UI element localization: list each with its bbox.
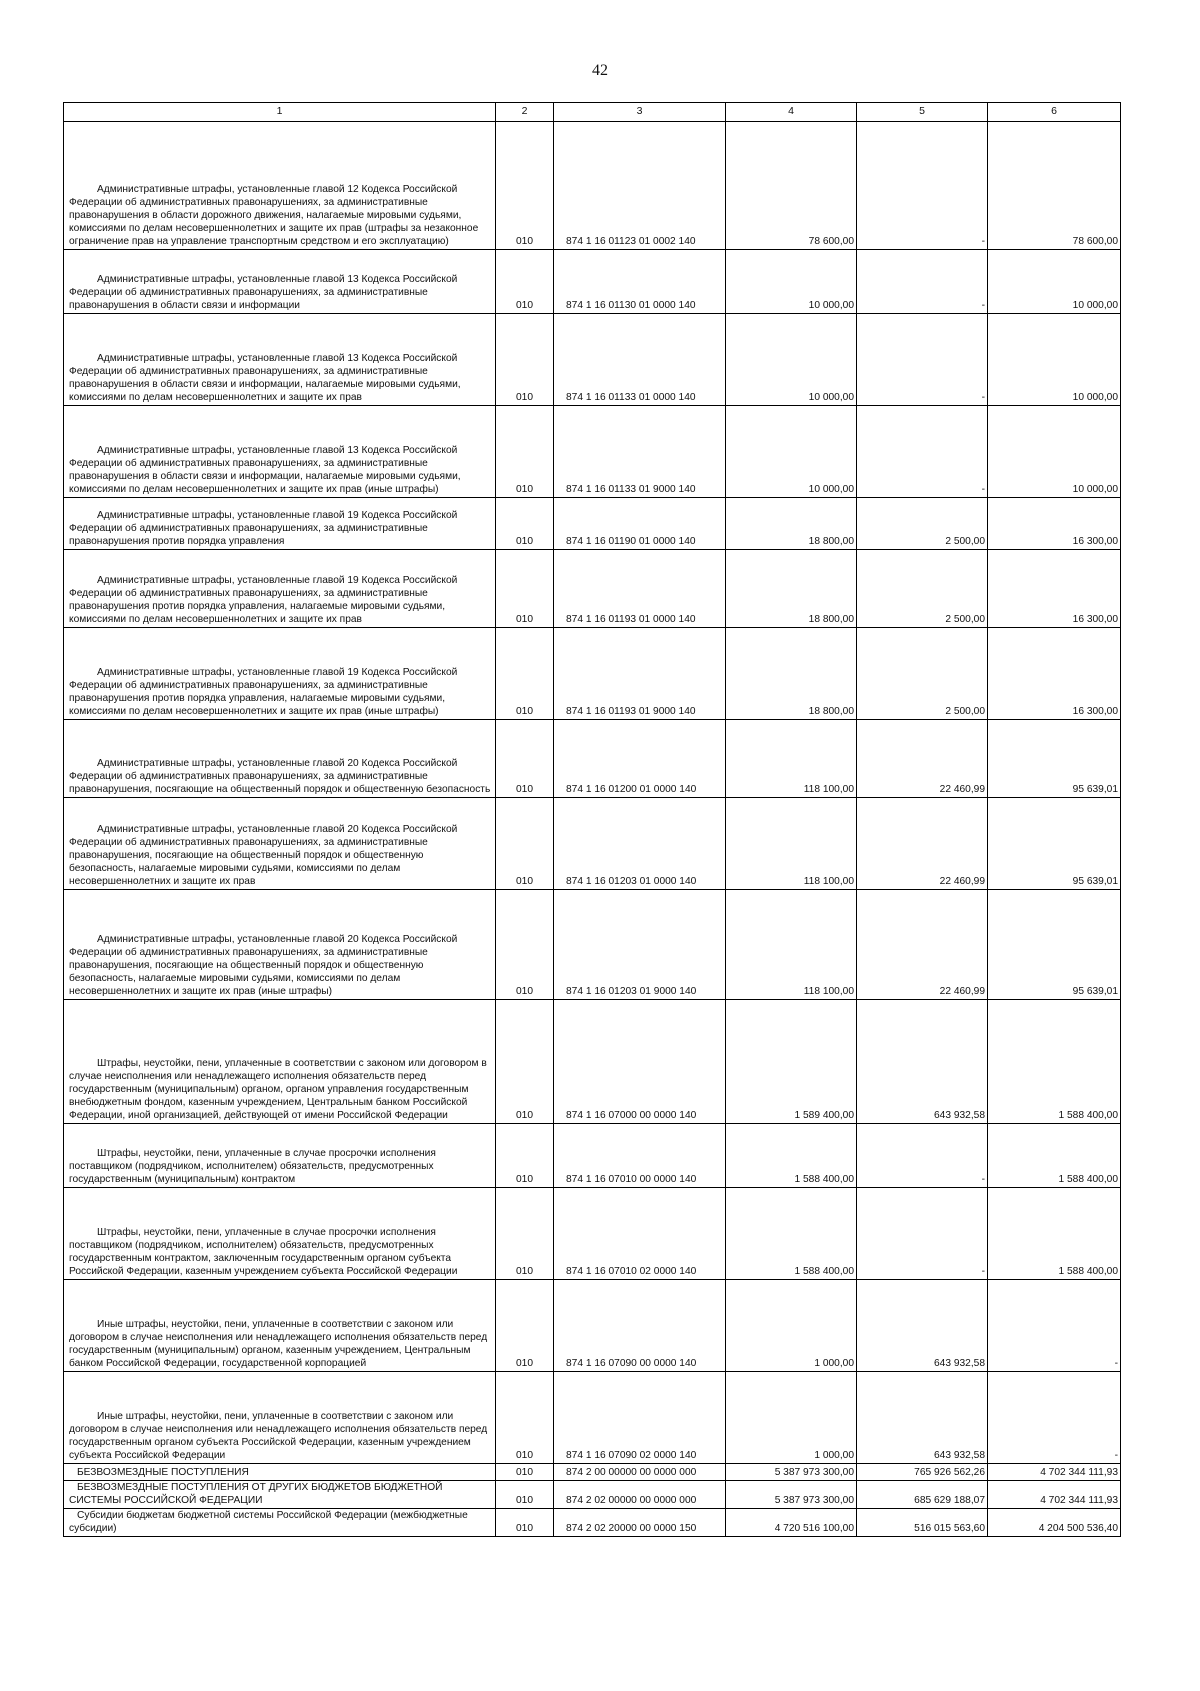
- row-description-text: Штрафы, неустойки, пени, уплаченные в соответствии с законом или договором в случае неисполнения или ненадлежащего исполнения обязательств перед государственным (муниципальным) органом, органом управления государственным внебюджетным фондом, казенным учреждением, Центральным банком Российской Федерации, иной организацией, действующей от имени Российской Федерации: [69, 1058, 487, 1121]
- row-description-text: Штрафы, неустойки, пени, уплаченные в случае просрочки исполнения поставщиком (подрядчиком, исполнителем) обязательств, предусмотренных государственным контрактом, заключенным государственным органом субъекта Российской Федерации, казенным учреждением субъекта Российской Федерации: [69, 1227, 458, 1277]
- table-row: [64, 890, 1121, 1000]
- column-header: 2: [496, 103, 554, 122]
- row-unexecuted-amount: 95 639,01: [988, 890, 1121, 1000]
- row-budget-code: 874 1 16 07000 00 0000 140: [554, 1000, 726, 1124]
- row-section-code: 010: [496, 250, 554, 314]
- row-description-text: Административные штрафы, установленные главой 19 Кодекса Российской Федерации об административных правонарушениях, за административные правонарушения против порядка управления: [69, 510, 458, 547]
- row-approved-amount: 118 100,00: [726, 720, 857, 798]
- column-header: 1: [64, 103, 496, 122]
- row-section-code: 010: [496, 550, 554, 628]
- row-description: [64, 890, 496, 1000]
- row-approved-amount: 1 000,00: [726, 1372, 857, 1464]
- row-executed-amount: -: [857, 406, 988, 498]
- row-unexecuted-amount: 10 000,00: [988, 314, 1121, 406]
- table-row: [64, 314, 1121, 406]
- row-section-code: 010: [496, 314, 554, 406]
- row-budget-code: 874 1 16 01130 01 0000 140: [554, 250, 726, 314]
- table-row: [64, 1481, 1121, 1509]
- row-unexecuted-amount: 16 300,00: [988, 628, 1121, 720]
- row-approved-amount: 5 387 973 300,00: [726, 1464, 857, 1481]
- row-section-code: 010: [496, 1124, 554, 1188]
- row-budget-code: 874 1 16 01203 01 0000 140: [554, 798, 726, 890]
- row-executed-amount: 643 932,58: [857, 1000, 988, 1124]
- row-unexecuted-amount: 95 639,01: [988, 720, 1121, 798]
- row-description-text: БЕЗВОЗМЕЗДНЫЕ ПОСТУПЛЕНИЯ ОТ ДРУГИХ БЮДЖЕТОВ БЮДЖЕТНОЙ СИСТЕМЫ РОССИЙСКОЙ ФЕДЕРАЦИИ: [69, 1482, 443, 1506]
- table-row: [64, 122, 1121, 250]
- row-budget-code: 874 1 16 07090 00 0000 140: [554, 1280, 726, 1372]
- row-executed-amount: 22 460,99: [857, 890, 988, 1000]
- row-executed-amount: -: [857, 314, 988, 406]
- row-executed-amount: 643 932,58: [857, 1372, 988, 1464]
- row-executed-amount: 2 500,00: [857, 628, 988, 720]
- row-approved-amount: 10 000,00: [726, 314, 857, 406]
- row-description: [64, 1188, 496, 1280]
- row-description: [64, 720, 496, 798]
- row-section-code: 010: [496, 1000, 554, 1124]
- row-budget-code: 874 1 16 01200 01 0000 140: [554, 720, 726, 798]
- row-approved-amount: 5 387 973 300,00: [726, 1481, 857, 1509]
- table-body: [64, 103, 1121, 1537]
- table-row: [64, 250, 1121, 314]
- row-section-code: 010: [496, 798, 554, 890]
- table-row: [64, 406, 1121, 498]
- row-budget-code: 874 1 16 01193 01 9000 140: [554, 628, 726, 720]
- row-section-code: 010: [496, 628, 554, 720]
- row-description: [64, 1280, 496, 1372]
- row-section-code: 010: [496, 890, 554, 1000]
- row-description: [64, 250, 496, 314]
- row-description: [64, 798, 496, 890]
- row-unexecuted-amount: 1 588 400,00: [988, 1124, 1121, 1188]
- table-row: [64, 628, 1121, 720]
- row-approved-amount: 118 100,00: [726, 798, 857, 890]
- row-unexecuted-amount: 78 600,00: [988, 122, 1121, 250]
- revenue-table: [63, 102, 1121, 1537]
- row-unexecuted-amount: 16 300,00: [988, 550, 1121, 628]
- row-budget-code: 874 1 16 01123 01 0002 140: [554, 122, 726, 250]
- row-executed-amount: 2 500,00: [857, 498, 988, 550]
- page-number: 42: [592, 62, 608, 79]
- column-header-row: [64, 103, 1121, 122]
- row-description: [64, 1481, 496, 1509]
- row-budget-code: 874 1 16 01203 01 9000 140: [554, 890, 726, 1000]
- row-description-text: Иные штрафы, неустойки, пени, уплаченные в соответствии с законом или договором в случае неисполнения или ненадлежащего исполнения обязательств перед государственным органом субъекта Российской Федерации, казенным учреждением субъекта Российской Федерации: [69, 1411, 488, 1461]
- row-executed-amount: 685 629 188,07: [857, 1481, 988, 1509]
- row-description: [64, 1464, 496, 1481]
- column-header: 4: [726, 103, 857, 122]
- row-executed-amount: -: [857, 1188, 988, 1280]
- row-budget-code: 874 1 16 01193 01 0000 140: [554, 550, 726, 628]
- row-unexecuted-amount: 16 300,00: [988, 498, 1121, 550]
- row-approved-amount: 18 800,00: [726, 550, 857, 628]
- row-budget-code: 874 1 16 01190 01 0000 140: [554, 498, 726, 550]
- row-executed-amount: 22 460,99: [857, 720, 988, 798]
- row-executed-amount: 643 932,58: [857, 1280, 988, 1372]
- row-description-text: БЕЗВОЗМЕЗДНЫЕ ПОСТУПЛЕНИЯ: [77, 1467, 249, 1478]
- row-description: [64, 122, 496, 250]
- table-row: [64, 798, 1121, 890]
- row-section-code: 010: [496, 720, 554, 798]
- row-section-code: 010: [496, 1481, 554, 1509]
- table-row: [64, 550, 1121, 628]
- table-row: [64, 1509, 1121, 1537]
- row-description-text: Административные штрафы, установленные главой 13 Кодекса Российской Федерации об административных правонарушениях, за административные правонарушения в области связи и информации, налагаемые мировыми судьями, комиссиями по делам несовершеннолетних и защите их прав: [69, 353, 461, 403]
- table-row: [64, 720, 1121, 798]
- row-approved-amount: 1 000,00: [726, 1280, 857, 1372]
- row-unexecuted-amount: 10 000,00: [988, 250, 1121, 314]
- row-unexecuted-amount: 4 702 344 111,93: [988, 1464, 1121, 1481]
- row-approved-amount: 4 720 516 100,00: [726, 1509, 857, 1537]
- row-description-text: Штрафы, неустойки, пени, уплаченные в случае просрочки исполнения поставщиком (подрядчиком, исполнителем) обязательств, предусмотренных государственным (муниципальным) контрактом: [69, 1148, 436, 1185]
- row-executed-amount: 22 460,99: [857, 798, 988, 890]
- column-header: 5: [857, 103, 988, 122]
- row-approved-amount: 1 588 400,00: [726, 1124, 857, 1188]
- row-unexecuted-amount: 4 204 500 536,40: [988, 1509, 1121, 1537]
- row-approved-amount: 1 589 400,00: [726, 1000, 857, 1124]
- row-description-text: Административные штрафы, установленные главой 20 Кодекса Российской Федерации об административных правонарушениях, за административные правонарушения, посягающие на общественный порядок и общественную безопасность: [69, 758, 491, 795]
- row-executed-amount: -: [857, 250, 988, 314]
- row-executed-amount: -: [857, 122, 988, 250]
- row-description: [64, 1509, 496, 1537]
- row-description: [64, 1000, 496, 1124]
- row-description-text: Административные штрафы, установленные главой 19 Кодекса Российской Федерации об административных правонарушениях, за административные правонарушения против порядка управления, налагаемые мировыми судьями, комиссиями по делам несовершеннолетних и защите их прав (иные штрафы): [69, 667, 458, 717]
- column-header: 6: [988, 103, 1121, 122]
- row-budget-code: 874 1 16 01133 01 9000 140: [554, 406, 726, 498]
- row-executed-amount: -: [857, 1124, 988, 1188]
- row-description: [64, 550, 496, 628]
- row-executed-amount: 2 500,00: [857, 550, 988, 628]
- row-description-text: Административные штрафы, установленные главой 13 Кодекса Российской Федерации об административных правонарушениях, за административные правонарушения в области связи и информации: [69, 274, 458, 311]
- row-description-text: Административные штрафы, установленные главой 12 Кодекса Российской Федерации об административных правонарушениях, за административные правонарушения в области дорожного движения, налагаемые мировыми судьями, комиссиями по делам несовершеннолетних и защите их прав (штрафы за незаконное ограничение прав на управление транспортным средством и его эксплуатацию): [69, 184, 479, 247]
- row-approved-amount: 1 588 400,00: [726, 1188, 857, 1280]
- table-row: [64, 1188, 1121, 1280]
- row-approved-amount: 18 800,00: [726, 628, 857, 720]
- row-approved-amount: 18 800,00: [726, 498, 857, 550]
- row-unexecuted-amount: -: [988, 1280, 1121, 1372]
- row-section-code: 010: [496, 1464, 554, 1481]
- row-unexecuted-amount: 1 588 400,00: [988, 1000, 1121, 1124]
- row-section-code: 010: [496, 122, 554, 250]
- row-description: [64, 1124, 496, 1188]
- row-description-text: Административные штрафы, установленные главой 20 Кодекса Российской Федерации об административных правонарушениях, за административные правонарушения, посягающие на общественный порядок и общественную безопасность, налагаемые мировыми судьями, комиссиями по делам несовершеннолетних и защите их прав (иные штрафы): [69, 934, 458, 997]
- row-description-text: Субсидии бюджетам бюджетной системы Российской Федерации (межбюджетные субсидии): [69, 1510, 468, 1534]
- table-row: [64, 1372, 1121, 1464]
- row-unexecuted-amount: 4 702 344 111,93: [988, 1481, 1121, 1509]
- row-approved-amount: 118 100,00: [726, 890, 857, 1000]
- table-row: [64, 1464, 1121, 1481]
- row-description-text: Иные штрафы, неустойки, пени, уплаченные в соответствии с законом или договором в случае неисполнения или ненадлежащего исполнения обязательств перед государственным (муниципальным) органом, казенным учреждением, Центральным банком Российской Федерации, государственной корпорацией: [69, 1319, 488, 1369]
- row-section-code: 010: [496, 1509, 554, 1537]
- row-budget-code: 874 1 16 07010 00 0000 140: [554, 1124, 726, 1188]
- row-description-text: Административные штрафы, установленные главой 19 Кодекса Российской Федерации об административных правонарушениях, за административные правонарушения против порядка управления, налагаемые мировыми судьями, комиссиями по делам несовершеннолетних и защите их прав: [69, 575, 458, 625]
- row-section-code: 010: [496, 1372, 554, 1464]
- row-description: [64, 1372, 496, 1464]
- row-description-text: Административные штрафы, установленные главой 20 Кодекса Российской Федерации об административных правонарушениях, за административные правонарушения, посягающие на общественный порядок и общественную безопасность, налагаемые мировыми судьями, комиссиями по делам несовершеннолетних и защите их прав: [69, 824, 458, 887]
- row-unexecuted-amount: 95 639,01: [988, 798, 1121, 890]
- row-budget-code: 874 1 16 01133 01 0000 140: [554, 314, 726, 406]
- row-section-code: 010: [496, 1188, 554, 1280]
- row-approved-amount: 78 600,00: [726, 122, 857, 250]
- column-header: 3: [554, 103, 726, 122]
- table-row: [64, 498, 1121, 550]
- row-executed-amount: 765 926 562,26: [857, 1464, 988, 1481]
- row-approved-amount: 10 000,00: [726, 250, 857, 314]
- row-unexecuted-amount: 1 588 400,00: [988, 1188, 1121, 1280]
- row-description-text: Административные штрафы, установленные главой 13 Кодекса Российской Федерации об административных правонарушениях, за административные правонарушения в области связи и информации, налагаемые мировыми судьями, комиссиями по делам несовершеннолетних и защите их прав (иные штрафы): [69, 445, 461, 495]
- table-row: [64, 1124, 1121, 1188]
- row-section-code: 010: [496, 498, 554, 550]
- row-description: [64, 628, 496, 720]
- row-section-code: 010: [496, 1280, 554, 1372]
- row-description: [64, 314, 496, 406]
- table-row: [64, 1000, 1121, 1124]
- row-budget-code: 874 1 16 07010 02 0000 140: [554, 1188, 726, 1280]
- table-row: [64, 1280, 1121, 1372]
- row-description: [64, 406, 496, 498]
- row-executed-amount: 516 015 563,60: [857, 1509, 988, 1537]
- row-budget-code: 874 2 02 00000 00 0000 000: [554, 1481, 726, 1509]
- row-budget-code: 874 2 02 20000 00 0000 150: [554, 1509, 726, 1537]
- row-unexecuted-amount: 10 000,00: [988, 406, 1121, 498]
- row-description: [64, 498, 496, 550]
- row-budget-code: 874 1 16 07090 02 0000 140: [554, 1372, 726, 1464]
- row-unexecuted-amount: -: [988, 1372, 1121, 1464]
- row-section-code: 010: [496, 406, 554, 498]
- row-budget-code: 874 2 00 00000 00 0000 000: [554, 1464, 726, 1481]
- row-approved-amount: 10 000,00: [726, 406, 857, 498]
